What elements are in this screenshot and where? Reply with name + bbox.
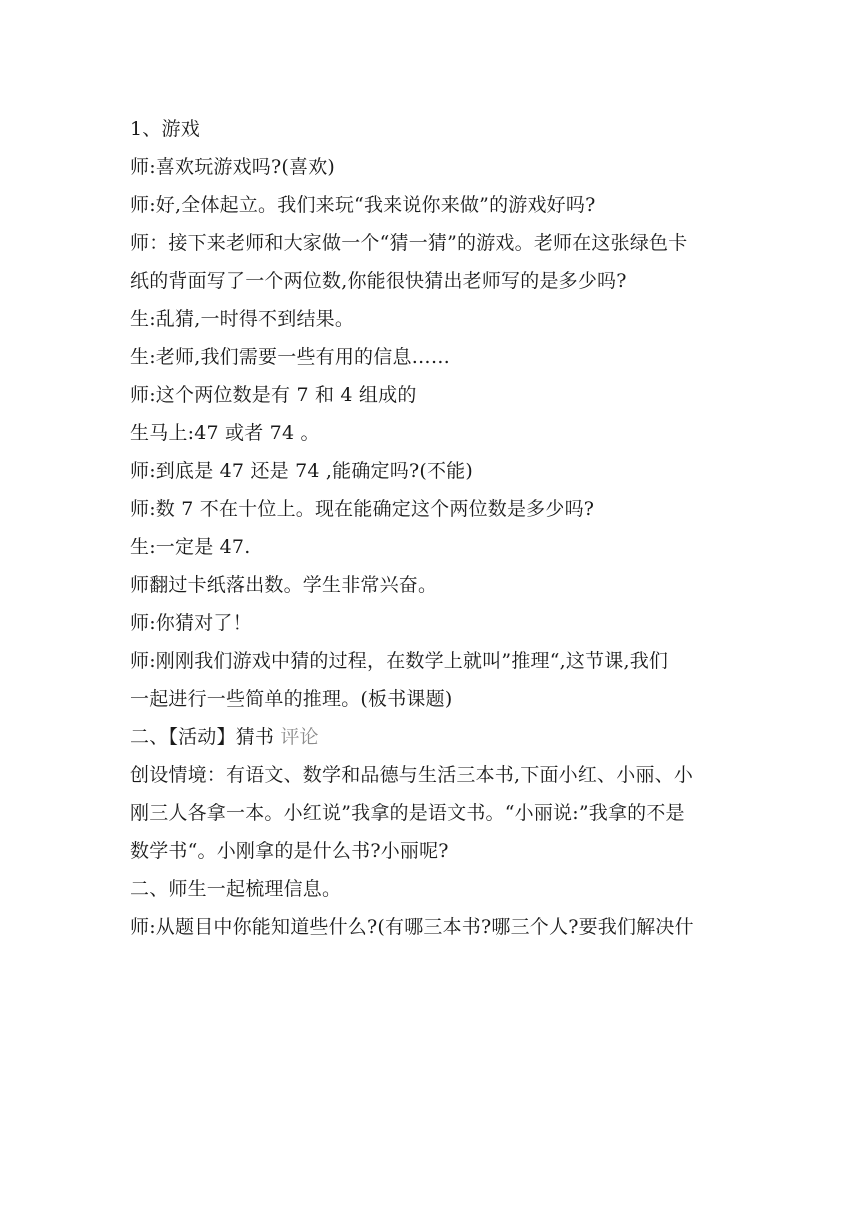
text-line: 数学书“。小刚拿的是什么书?小丽呢? — [130, 840, 449, 862]
text-line: 师:你猜对了！ — [130, 612, 252, 634]
text-line: 一起进行一些简单的推理。(板书课题) — [130, 688, 453, 710]
comment-link[interactable]: 评论 — [280, 726, 319, 748]
text-line: 生:老师,我们需要一些有用的信息…… — [130, 346, 451, 368]
section-heading-info: 二、师生一起梳理信息。 — [130, 878, 342, 900]
text-line: 师:喜欢玩游戏吗?(喜欢) — [130, 156, 336, 178]
text-line: 师:到底是 47 还是 74 ,能确定吗?(不能) — [130, 460, 473, 482]
text-line: 师:这个两位数是有 7 和 4 组成的 — [130, 384, 417, 406]
text-line: 生:一定是 47. — [130, 536, 251, 558]
text-line: 师:刚刚我们游戏中猜的过程，在数学上就叫”推理“,这节课,我们 — [130, 650, 669, 672]
text-line: 刚三人各拿一本。小红说”我拿的是语文书。“小丽说:”我拿的不是 — [130, 802, 685, 824]
text-line: 师:数 7 不在十位上。现在能确定这个两位数是多少吗? — [130, 498, 595, 520]
section-heading-activity — [130, 718, 740, 756]
section-heading-activity-text: 二、【活动】猜书 — [130, 726, 275, 748]
text-line: 师:好,全体起立。我们来玩“我来说你来做”的游戏好吗? — [130, 194, 596, 216]
text-line: 创设情境：有语文、数学和品德与生活三本书,下面小红、小丽、小 — [130, 764, 694, 786]
text-line: 师:从题目中你能知道些什么?(有哪三本书?哪三个人?要我们解决什 — [130, 916, 694, 938]
text-line: 生马上:47 或者 74 。 — [130, 422, 320, 444]
document-body — [130, 110, 740, 946]
text-line: 师翻过卡纸落出数。学生非常兴奋。 — [130, 574, 438, 596]
text-line: 纸的背面写了一个两位数,你能很快猜出老师写的是多少吗? — [130, 270, 627, 292]
text-line: 生:乱猜,一时得不到结果。 — [130, 308, 355, 330]
section-heading-game: 1、游戏 — [130, 118, 200, 140]
text-line: 师：接下来老师和大家做一个“猜一猜”的游戏。老师在这张绿色卡 — [130, 232, 688, 254]
